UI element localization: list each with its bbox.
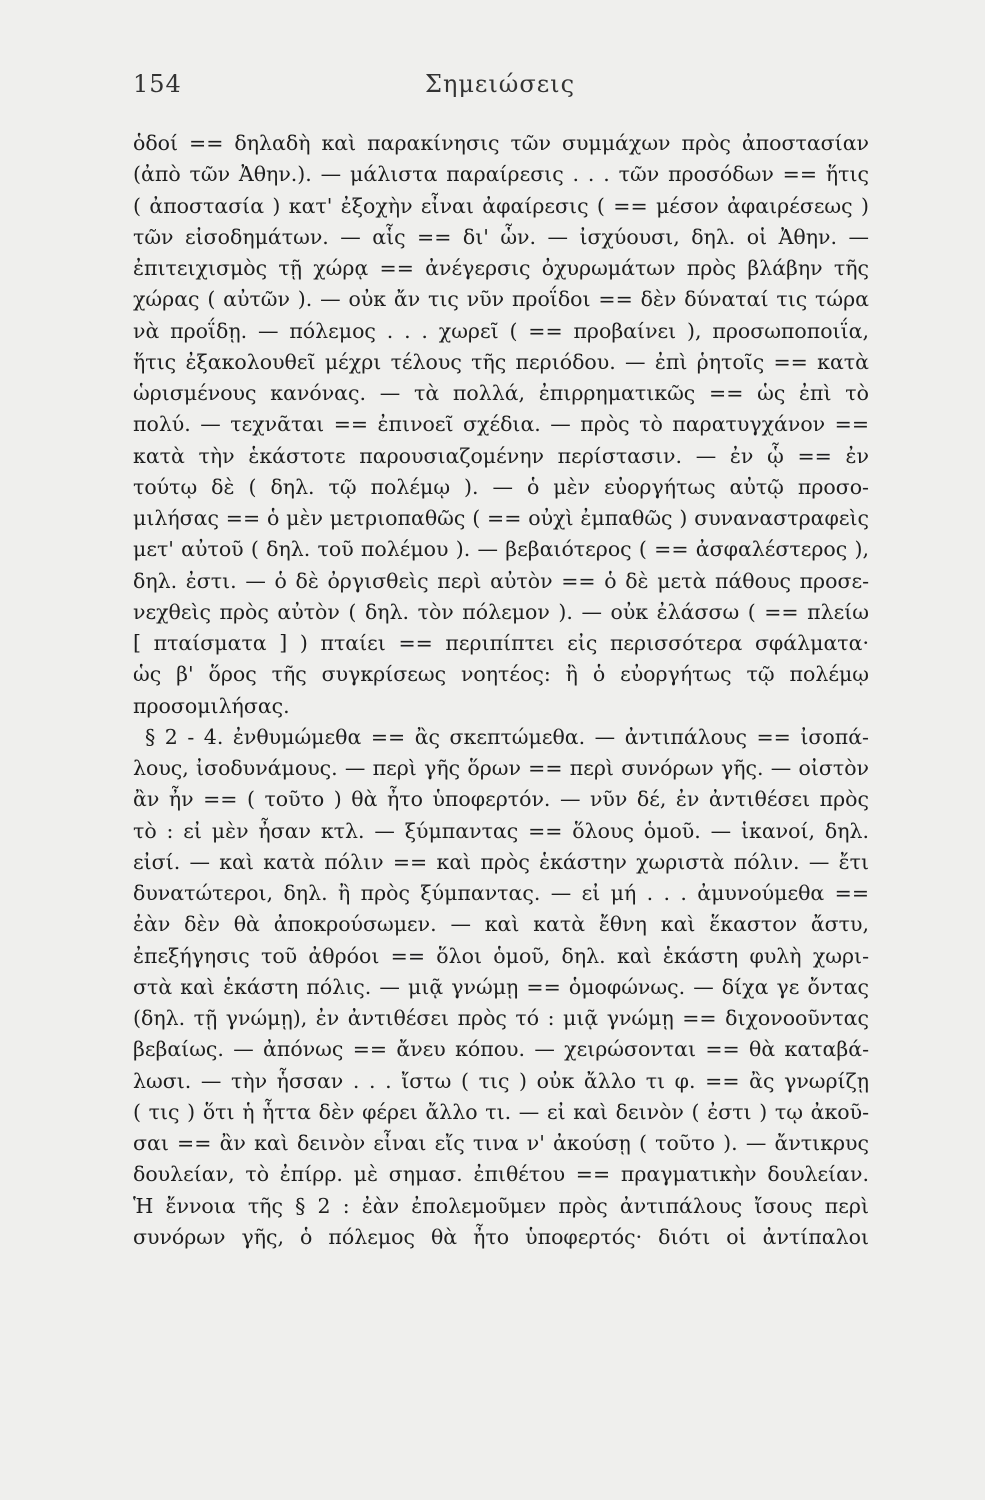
text-line: εἰσί. — καὶ κατὰ πόλιν == καὶ πρὸς ἑκάστην χωριστὰ πόλιν. — ἔτι	[133, 849, 869, 874]
text-line: δυνατώτεροι, δηλ. ἢ πρὸς ξύμπαντας. — εἰ μή . . . ἀμυνούμεθα ==	[133, 881, 869, 905]
running-title: Σημειώσεις	[424, 70, 576, 98]
text-line: τῶν εἰσοδημάτων. — αἷς == δι' ὧν. — ἰσχύουσι, δηλ. οἱ Ἀθην. —	[133, 224, 869, 249]
text-line: τούτῳ δὲ ( δηλ. τῷ πολέμῳ ). — ὁ μὲν εὐοργήτως αὐτῷ προσο-	[133, 474, 869, 499]
text-line: βεβαίως. — ἀπόνως == ἄνευ κόπου. — χειρώσονται == θὰ καταβά-	[133, 1037, 869, 1062]
text-line: (δηλ. τῇ γνώμῃ), ἐν ἀντιθέσει πρὸς τό : μιᾷ γνώμῃ == διχονοοῦντας	[133, 1006, 869, 1030]
text-line: δουλείαν, τὸ ἐπίρρ. μὲ σημασ. ἐπιθέτου == πραγματικὴν δουλείαν.	[133, 1162, 869, 1187]
text-line: σαι == ἂν καὶ δεινὸν εἶναι εἴς τινα ν' ἀκούσῃ ( τοῦτο ). — ἄντικρυς	[133, 1131, 869, 1155]
text-line: ὡρισμένους κανόνας. — τὰ πολλά, ἐπιρρηματικῶς == ὡς ἐπὶ τὸ	[133, 381, 869, 405]
text-line: [ πταίσματα ] ) πταίει == περιπίπτει εἰς περισσότερα σφάλματα·	[133, 631, 869, 655]
text-line: ἐὰν δὲν θὰ ἀποκρούσωμεν. — καὶ κατὰ ἔθνη καὶ ἕκαστον ἄστυ,	[133, 912, 869, 937]
text-line: μετ' αὐτοῦ ( δηλ. τοῦ πολέμου ). — βεβαιότερος ( == ἀσφαλέστερος ),	[133, 537, 869, 562]
text-line: Ἡ ἔννοια τῆς § 2 : ἐὰν ἐπολεμοῦμεν πρὸς ἀντιπάλους ἴσους περὶ	[133, 1193, 869, 1218]
text-line: ( ἀποστασία ) κατ' ἐξοχὴν εἶναι ἀφαίρεσις ( == μέσον ἀφαιρέσεως )	[133, 193, 869, 218]
notes-body	[133, 128, 869, 1253]
text-line: ( τις ) ὅτι ἡ ἧττα δὲν φέρει ἄλλο τι. — εἰ καὶ δεινὸν ( ἐστι ) τῳ ἀκοῦ-	[133, 1099, 869, 1124]
text-line: ἐπεξήγησις τοῦ ἀθρόοι == ὅλοι ὁμοῦ, δηλ. καὶ ἑκάστη φυλὴ χωρι-	[133, 943, 869, 968]
running-head	[133, 70, 867, 110]
text-line: κατὰ τὴν ἑκάστοτε παρουσιαζομένην περίστασιν. — ἐν ᾧ == ἐν	[133, 443, 869, 468]
section-start-line: § 2 - 4. ἐνθυμώμεθα == ἂς σκεπτώμεθα. — ἀντιπάλους == ἰσοπά-	[145, 724, 869, 749]
text-line: ἐπιτειχισμὸς τῇ χώρᾳ == ἀνέγερσις ὀχυρωμάτων πρὸς βλάβην τῆς	[133, 256, 869, 280]
text-line: (ἀπὸ τῶν Ἀθην.). — μάλιστα παραίρεσις . . . τῶν προσόδων == ἥτις	[133, 162, 869, 187]
text-line: ὡς β' ὅρος τῆς συγκρίσεως νοητέος: ἢ ὁ εὐοργήτως τῷ πολέμῳ	[133, 662, 869, 687]
text-line: προσομιλήσας.	[133, 693, 290, 718]
text-line: μιλήσας == ὁ μὲν μετριοπαθῶς ( == οὐχὶ ἐμπαθῶς ) συναναστραφεὶς	[133, 506, 869, 530]
text-line: νεχθεὶς πρὸς αὐτὸν ( δηλ. τὸν πόλεμον ). — οὐκ ἐλάσσω ( == πλείω	[133, 599, 869, 624]
page-number: 154	[133, 70, 182, 98]
text-line: δηλ. ἐστι. — ὁ δὲ ὀργισθεὶς περὶ αὐτὸν == ὁ δὲ μετὰ πάθους προσε-	[133, 568, 869, 593]
text-line: ἥτις ἐξακολουθεῖ μέχρι τέλους τῆς περιόδου. — ἐπὶ ῥητοῖς == κατὰ	[133, 349, 869, 374]
text-line: ἂν ἦν == ( τοῦτο ) θὰ ἦτο ὑποφερτόν. — νῦν δέ, ἐν ἀντιθέσει πρὸς	[133, 787, 869, 812]
text-line: ὁδοί == δηλαδὴ καὶ παρακίνησις τῶν συμμάχων πρὸς ἀποστασίαν	[133, 131, 869, 155]
text-line: συνόρων γῆς, ὁ πόλεμος θὰ ἦτο ὑποφερτός· διότι οἱ ἀντίπαλοι	[133, 1224, 869, 1249]
text-line: νὰ προΐδῃ. — πόλεμος . . . χωρεῖ ( == προβαίνει ), προσωποποιΐα,	[133, 318, 869, 343]
text-line: λους, ἰσοδυνάμους. — περὶ γῆς ὅρων == περὶ συνόρων γῆς. — οἰστὸν	[133, 756, 869, 780]
text-line: στὰ καὶ ἑκάστη πόλις. — μιᾷ γνώμῃ == ὁμοφώνως. — δίχα γε ὄντας	[133, 974, 869, 999]
text-line: χώρας ( αὐτῶν ). — οὐκ ἄν τις νῦν προΐδοι == δὲν δύναταί τις τώρα	[133, 287, 869, 312]
text-line: πολύ. — τεχνᾶται == ἐπινοεῖ σχέδια. — πρὸς τὸ παρατυγχάνον ==	[133, 412, 869, 437]
text-line: τὸ : εἰ μὲν ἦσαν κτλ. — ξύμπαντας == ὅλους ὁμοῦ. — ἱκανοί, δηλ.	[133, 818, 869, 843]
text-line: λωσι. — τὴν ἧσσαν . . . ἴστω ( τις ) οὐκ ἄλλο τι φ. == ἂς γνωρίζῃ	[133, 1068, 869, 1093]
